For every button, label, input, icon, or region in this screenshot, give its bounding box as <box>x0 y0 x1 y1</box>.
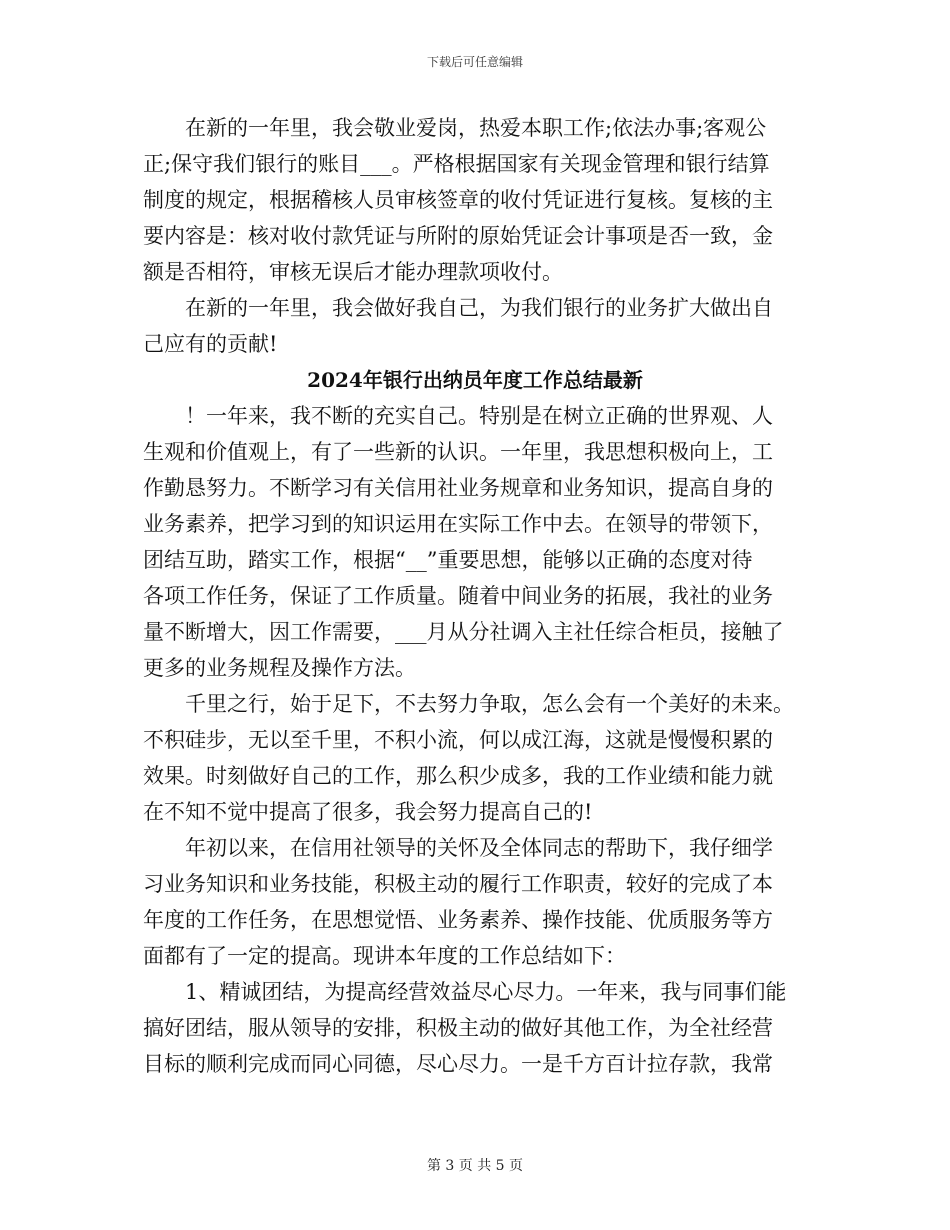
paragraph-line: 量不断增大，因工作需要，___月从分社调入主社任综合柜员，接触了 <box>143 620 784 644</box>
paragraph-line: 在新的一年里，我会做好我自己，为我们银行的业务扩大做出自 <box>185 296 773 320</box>
page-number-footer: 第 3 页 共 5 页 <box>426 1158 524 1174</box>
paragraph-line: 不积硅步，无以至千里，不积小流，何以成江海，这就是慢慢积累的 <box>143 728 773 752</box>
paragraph-line: 更多的业务规程及操作方法。 <box>143 656 416 680</box>
paragraph-line: 制度的规定，根据稽核人员审核签章的收付凭证进行复核。复核的主 <box>143 188 773 212</box>
paragraph-line: 习业务知识和业务技能，积极主动的履行工作职责，较好的完成了本 <box>143 872 773 896</box>
paragraph-line: 在不知不觉中提高了很多，我会努力提高自己的! <box>143 800 593 824</box>
paragraph-line: ！一年来，我不断的充实自己。特别是在树立正确的世界观、人 <box>185 404 773 428</box>
paragraph-line: 效果。时刻做好自己的工作，那么积少成多，我的工作业绩和能力就 <box>143 764 773 788</box>
section-title: 2024年银行出纳员年度工作总结最新 <box>307 368 643 392</box>
page-header-note: 下载后可任意编辑 <box>426 55 523 69</box>
paragraph-line: 年度的工作任务，在思想觉悟、业务素养、操作技能、优质服务等方 <box>143 908 773 932</box>
paragraph-line: 己应有的贡献! <box>143 332 278 356</box>
paragraph-line: 各项工作任务，保证了工作质量。随着中间业务的拓展，我社的业务 <box>143 584 773 608</box>
paragraph-line: 年初以来，在信用社领导的关怀及全体同志的帮助下，我仔细学 <box>185 836 773 860</box>
paragraph-line: 要内容是：核对收付款凭证与所附的原始凭证会计事项是否一致，金 <box>143 224 773 248</box>
paragraph-line: 作勤恳努力。不断学习有关信用社业务规章和业务知识，提高自身的 <box>143 476 773 500</box>
paragraph-line: 千里之行，始于足下，不去努力争取，怎么会有一个美好的未来。 <box>185 692 794 716</box>
paragraph-line: 额是否相符，审核无误后才能办理款项收付。 <box>143 260 563 284</box>
paragraph-line: 正;保守我们银行的账目___。严格根据国家有关现金管理和银行结算 <box>143 152 770 176</box>
paragraph-line: 面都有了一定的提高。现讲本年度的工作总结如下： <box>143 944 626 968</box>
paragraph-line: 在新的一年里，我会敬业爱岗，热爱本职工作;依法办事;客观公 <box>185 116 767 140</box>
paragraph-line: 1、精诚团结，为提高经营效益尽心尽力。一年来，我与同事们能 <box>185 980 787 1004</box>
paragraph-line: 业务素养，把学习到的知识运用在实际工作中去。在领导的带领下， <box>143 512 773 536</box>
paragraph-line: 搞好团结，服从领导的安排，积极主动的做好其他工作，为全社经营 <box>143 1016 773 1040</box>
paragraph-line: 生观和价值观上，有了一些新的认识。一年里，我思想积极向上，工 <box>143 440 773 464</box>
paragraph-line: 目标的顺利完成而同心同德，尽心尽力。一是千方百计拉存款，我常 <box>143 1052 773 1076</box>
paragraph-line: 团结互助，踏实工作，根据“__”重要思想，能够以正确的态度对待 <box>143 548 753 572</box>
document-body <box>143 110 807 1082</box>
